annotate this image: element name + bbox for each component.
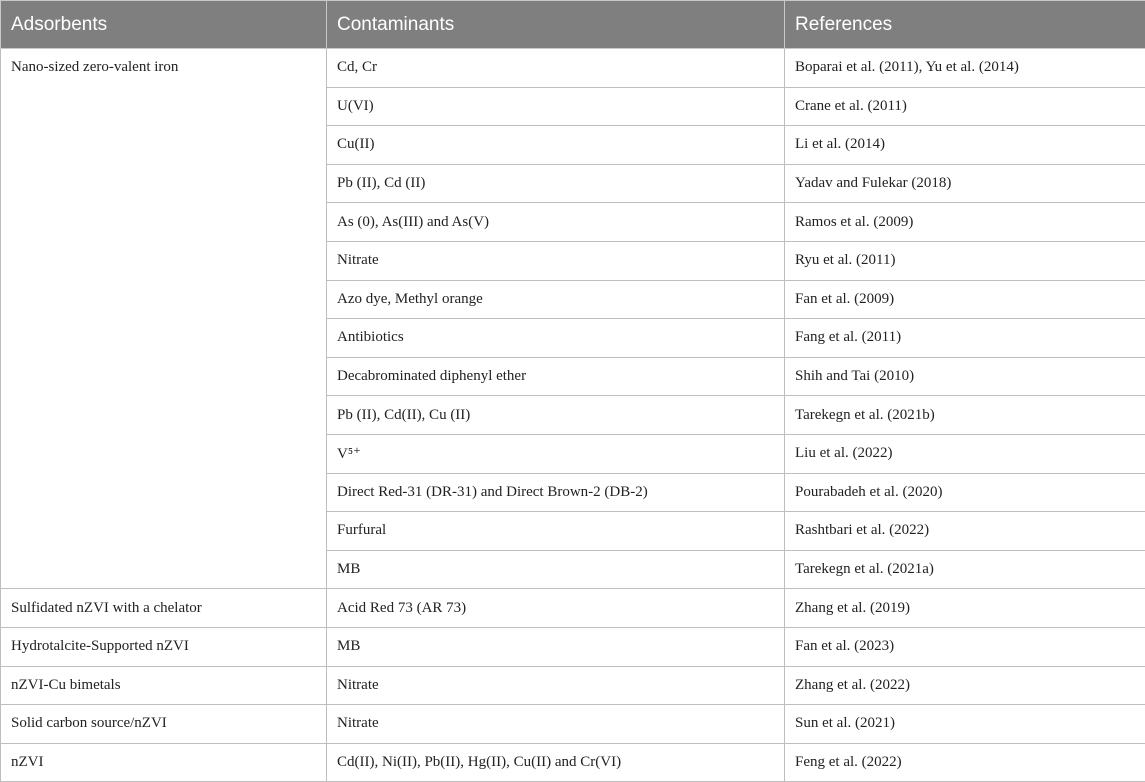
references-cell: Pourabadeh et al. (2020) [785,473,1145,512]
references-cell: Zhang et al. (2022) [785,666,1145,705]
contaminants-cell: Nitrate [327,705,785,744]
table-row [1,627,1145,666]
contaminants-cell: V⁵⁺ [327,434,785,473]
contaminants-cell: Acid Red 73 (AR 73) [327,589,785,628]
references-cell: Fan et al. (2023) [785,627,1145,666]
references-cell: Shih and Tai (2010) [785,357,1145,396]
references-cell: Rashtbari et al. (2022) [785,512,1145,551]
references-cell: Sun et al. (2021) [785,705,1145,744]
table-row [1,666,1145,705]
references-cell: Fang et al. (2011) [785,319,1145,358]
table-row [1,49,1145,88]
references-cell: Yadav and Fulekar (2018) [785,164,1145,203]
table-body [1,49,1145,782]
contaminants-cell: Furfural [327,512,785,551]
references-cell: Fan et al. (2009) [785,280,1145,319]
table-row [1,589,1145,628]
contaminants-cell: Cd(II), Ni(II), Pb(II), Hg(II), Cu(II) and Cr(VI) [327,743,785,782]
references-cell: Crane et al. (2011) [785,87,1145,126]
references-cell: Boparai et al. (2011), Yu et al. (2014) [785,49,1145,88]
contaminants-cell: Nitrate [327,666,785,705]
contaminants-cell: MB [327,627,785,666]
contaminants-cell: Direct Red-31 (DR-31) and Direct Brown-2 (DB-2) [327,473,785,512]
contaminants-cell: U(VI) [327,87,785,126]
references-cell: Zhang et al. (2019) [785,589,1145,628]
adsorbent-cell: Hydrotalcite-Supported nZVI [1,627,327,666]
header-row [1,1,1145,49]
adsorbent-cell: nZVI [1,743,327,782]
contaminants-cell: Pb (II), Cd(II), Cu (II) [327,396,785,435]
adsorbent-cell: nZVI-Cu bimetals [1,666,327,705]
adsorbent-cell: Solid carbon source/nZVI [1,705,327,744]
contaminants-cell: MB [327,550,785,589]
references-cell: Tarekegn et al. (2021a) [785,550,1145,589]
contaminants-cell: Pb (II), Cd (II) [327,164,785,203]
adsorbent-cell: Nano-sized zero-valent iron [1,49,327,589]
table-row [1,705,1145,744]
contaminants-cell: As (0), As(III) and As(V) [327,203,785,242]
references-cell: Feng et al. (2022) [785,743,1145,782]
contaminants-cell: Antibiotics [327,319,785,358]
header-adsorbents: Adsorbents [1,1,327,49]
adsorbent-cell: Sulfidated nZVI with a chelator [1,589,327,628]
contaminants-cell: Azo dye, Methyl orange [327,280,785,319]
header-references: References [785,1,1145,49]
references-cell: Tarekegn et al. (2021b) [785,396,1145,435]
contaminants-cell: Cd, Cr [327,49,785,88]
contaminants-cell: Nitrate [327,241,785,280]
table-row [1,743,1145,782]
references-cell: Liu et al. (2022) [785,434,1145,473]
references-cell: Ryu et al. (2011) [785,241,1145,280]
references-cell: Ramos et al. (2009) [785,203,1145,242]
contaminants-cell: Decabrominated diphenyl ether [327,357,785,396]
contaminants-cell: Cu(II) [327,126,785,165]
header-contaminants: Contaminants [327,1,785,49]
references-cell: Li et al. (2014) [785,126,1145,165]
